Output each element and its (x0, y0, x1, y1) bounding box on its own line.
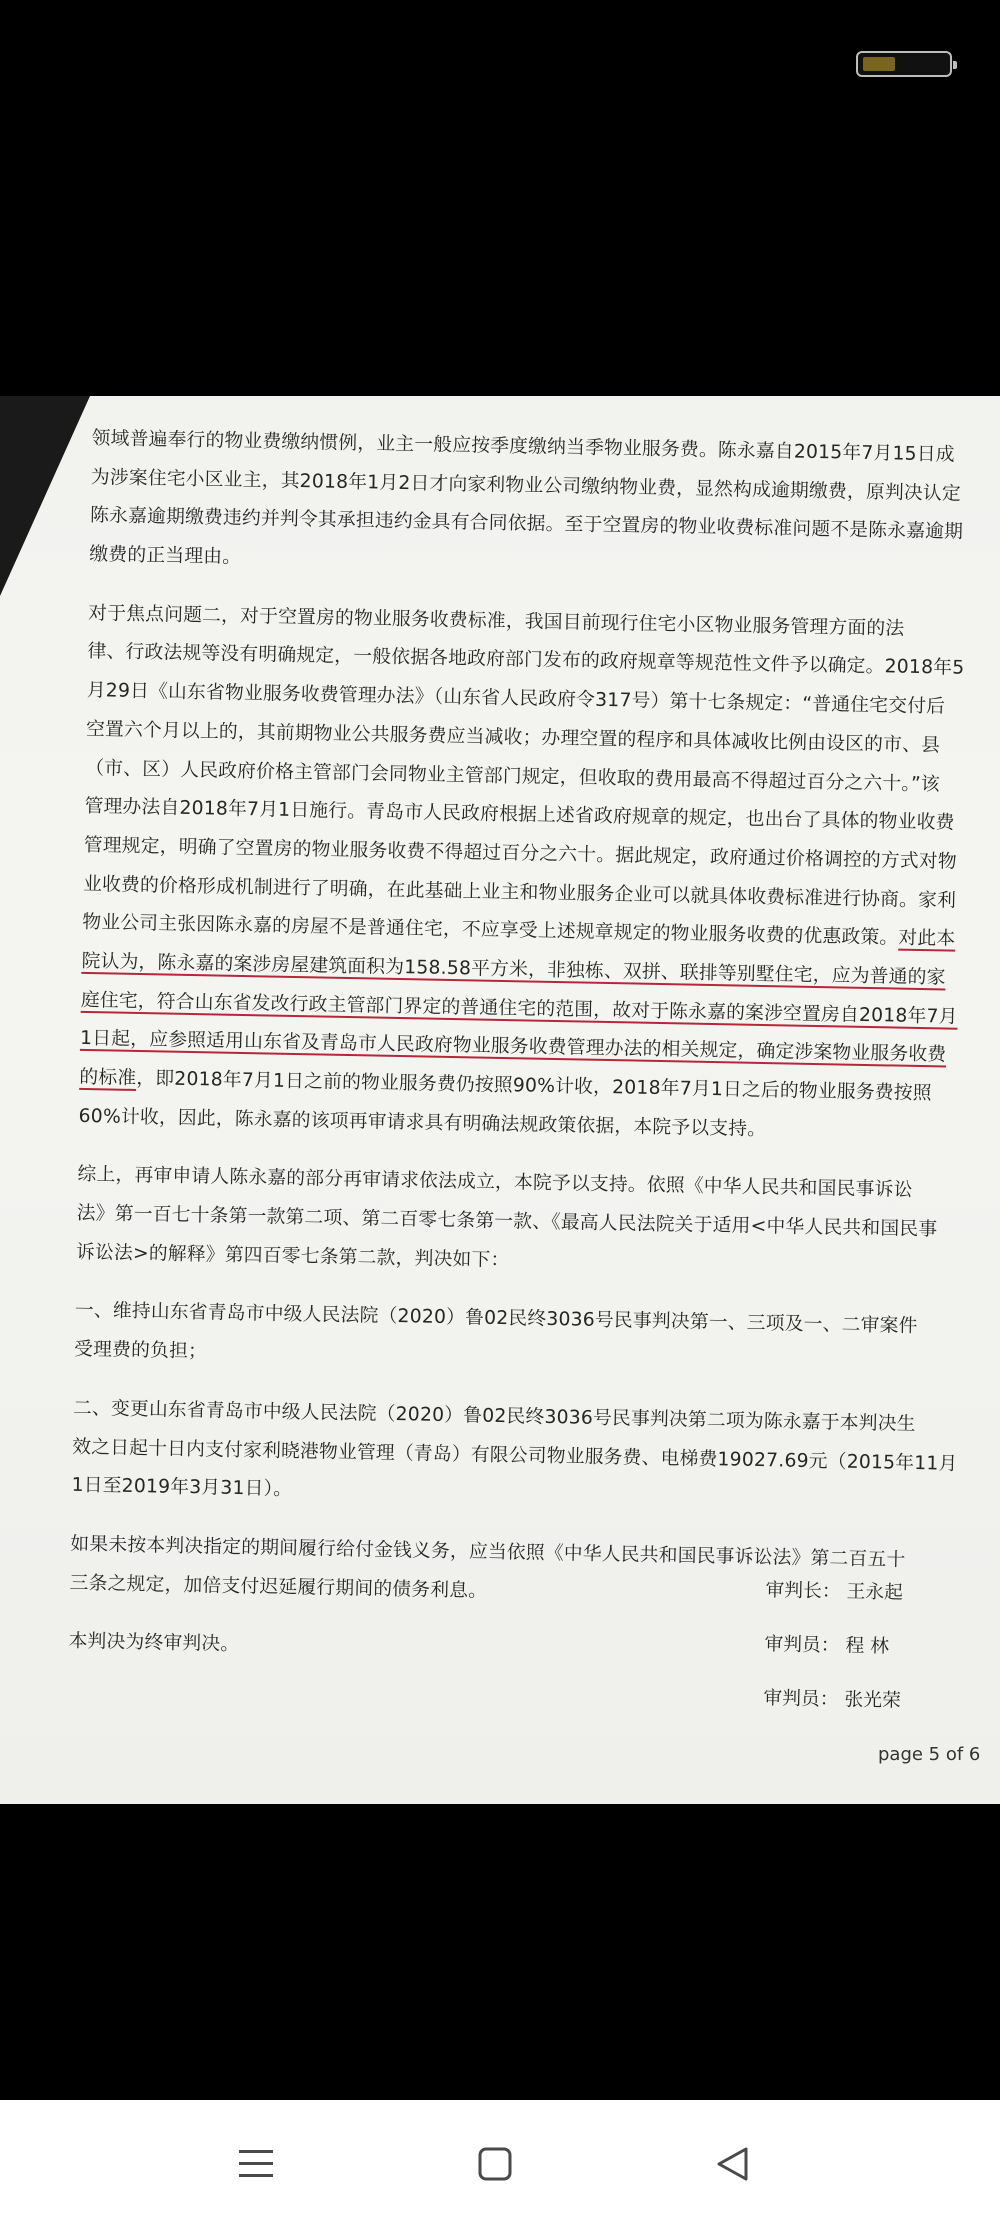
signature-line: 审判员： 程 林 (764, 1633, 890, 1658)
document-photo (0, 396, 1000, 1804)
document-line: 法》第一百七十条第一款第二项、第二百零七条第一款、《最高人民法院关于适用<中华人民共和国民事 (76, 1202, 938, 1241)
signature-line: 审判员： 张光荣 (763, 1687, 902, 1712)
document-line: 律、行政法规等没有明确规定，一般依据各地政府部门发布的政府规章等规范性文件予以确定。2018年5 (87, 641, 965, 680)
page-number: page 5 of 6 (878, 1744, 981, 1765)
document-line: 管理办法自2018年7月1日施行。青岛市人民政府根据上述省政府规章的规定，也出台了具体的物业收费 (84, 796, 955, 834)
document-line: 物业公司主张因陈永嘉的房屋不是普通住宅，不应享受上述规章规定的物业服务收费的优惠政策。对此本 (82, 912, 956, 950)
document-line: 月29日《山东省物业服务收费管理办法》（山东省人民政府令317号）第十七条规定：“普通住宅交付后 (86, 680, 946, 718)
home-icon[interactable] (465, 2142, 525, 2186)
document-line: 如果未按本判决指定的期间履行给付金钱义务，应当依照《中华人民共和国民事诉讼法》第二百五十 (70, 1533, 906, 1571)
document-line: 60%计收，因此，陈永嘉的该项再审请求具有明确法规政策依据，本院予以支持。 (78, 1105, 767, 1140)
document-line: 陈永嘉逾期缴费违约并判令其承担违约金具有合同依据。至于空置房的物业收费标准问题不是陈永嘉逾期 (89, 505, 964, 544)
document-line: 二、变更山东省青岛市中级人民法院（2020）鲁02民终3036号民事判决第二项为陈永嘉于本判决生 (72, 1397, 916, 1435)
red-underline-mark: 的标准 (79, 1066, 137, 1089)
document-line: 空置六个月以上的，其前期物业公共服务费应当减收；办理空置的程序和具体减收比例由设区的市、县 (85, 718, 941, 757)
document-line: 缴费的正当理由。 (89, 544, 242, 568)
battery-fill (863, 57, 895, 71)
document-line: 的标准，即2018年7月1日之前的物业服务费仍按照90%计收，2018年7月1日之后的物业服务费按照 (79, 1066, 932, 1105)
document-line: 受理费的负担； (73, 1338, 208, 1363)
document-line: 1日至2019年3月31日）。 (71, 1474, 293, 1501)
menu-icon[interactable] (226, 2142, 286, 2186)
red-underline-mark: 1日起，应参照适用山东省及青岛市人民政府物业服务收费管理办法的相关规定，确定涉案物业服务收费 (79, 1028, 947, 1066)
document-line: 一、维持山东省青岛市中级人民法院（2020）鲁02民终3036号民事判决第一、三项及一、二审案件 (74, 1300, 918, 1338)
battery-icon (856, 51, 952, 77)
battery-nub (953, 61, 957, 69)
document-line: 综上，再审申请人陈永嘉的部分再审请求依法成立，本院予以支持。依照《中华人民共和国民事诉讼 (77, 1164, 913, 1202)
document-line: 为涉案住宅小区业主，其2018年1月2日才向家利物业公司缴纳物业费，显然构成逾期缴费，原判决认定 (90, 466, 962, 505)
signature-line: 审判长： 王永起 (765, 1579, 904, 1604)
red-underline-mark: 庭住宅，符合山东省发改行政主管部门界定的普通住宅的范围，故对于陈永嘉的案涉空置房自2018年7月 (80, 989, 958, 1028)
document-body (68, 420, 965, 1678)
document-line: 三条之规定，加倍支付迟延履行期间的债务利息。 (69, 1572, 488, 1602)
red-underline-mark: 对此本 (898, 927, 956, 950)
page-corner-shadow (0, 396, 90, 596)
document-line: （市、区）人民政府价格主管部门会同物业主管部门规定，但收取的费用最高不得超过百分之六十。”该 (85, 757, 941, 795)
document-line: 本判决为终审判决。 (68, 1631, 240, 1656)
document-line: 效之日起十日内支付家利晓港物业管理（青岛）有限公司物业服务费、电梯费19027.69元（2015年11月 (72, 1436, 958, 1475)
document-line: 业收费的价格形成机制进行了明确，在此基础上业主和物业服务企业可以就具体收费标准进行协商。家利 (82, 873, 957, 912)
document-line: 对于焦点问题二，对于空置房的物业服务收费标准，我国目前现行住宅小区物业服务管理方面的法 (88, 602, 905, 640)
navigation-bar (0, 2100, 1000, 2222)
document-line: 诉讼法>的解释》第四百零七条第二款，判决如下： (75, 1241, 510, 1271)
red-underline-mark: 院认为，陈永嘉的案涉房屋建筑面积为158.58平方米，非独栋、双拼、联排等别墅住宅，应为普通的家 (81, 950, 946, 989)
back-icon[interactable] (702, 2142, 762, 2186)
signature-block (763, 1564, 904, 1729)
document-line: 管理规定，明确了空置房的物业服务收费不得超过百分之六十。据此规定，政府通过价格调控的方式对物 (83, 834, 958, 873)
document-line: 领域普遍奉行的物业费缴纳惯例，业主一般应按季度缴纳当季物业服务费。陈永嘉自2015年7月15日成 (91, 427, 955, 466)
